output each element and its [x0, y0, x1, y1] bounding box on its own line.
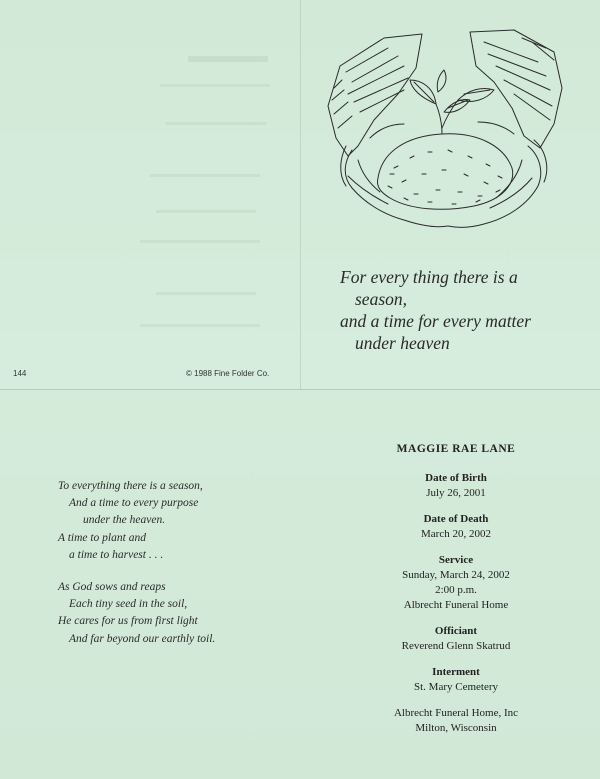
birth-date: July 26, 2001: [426, 487, 486, 499]
birth-section: [370, 471, 542, 501]
funeral-home-name: Albrecht Funeral Home, Inc: [393, 707, 518, 719]
death-date: March 20, 2002: [421, 528, 491, 540]
deceased-name: MAGGIE RAE LANE: [396, 443, 516, 455]
verse-line-3: and a time for every matter: [340, 311, 531, 331]
poem: [58, 478, 288, 648]
poem-stanza-break: [58, 564, 288, 579]
poem-line-4: A time to plant and: [58, 531, 146, 544]
service-date: Sunday, March 24, 2002: [402, 569, 510, 581]
poem-line-8: He cares for us from first light: [58, 615, 198, 628]
death-section: [370, 512, 542, 542]
verse-line-2: season,: [355, 289, 408, 309]
death-heading: Date of Death: [423, 513, 489, 525]
service-section: [370, 553, 542, 613]
outer-verse: [340, 266, 590, 354]
poem-line-5: a time to harvest . . .: [69, 548, 164, 561]
poem-line-3: under the heaven.: [83, 514, 166, 527]
poem-line-2: And a time to every purpose: [69, 497, 199, 510]
birth-heading: Date of Birth: [425, 472, 487, 484]
verse-line-4: under heaven: [355, 333, 450, 353]
service-heading: Service: [438, 554, 474, 566]
service-details: [370, 441, 542, 747]
hands-holding-seedling-icon: [318, 28, 568, 240]
poem-line-6: As God sows and reaps: [58, 580, 166, 593]
interment-place: St. Mary Cemetery: [413, 681, 498, 693]
interment-section: [370, 665, 542, 695]
officiant-section: [370, 624, 542, 654]
interment-heading: Interment: [432, 666, 480, 678]
officiant-heading: Officiant: [434, 625, 478, 637]
officiant-name: Reverend Glenn Skatrud: [401, 640, 511, 652]
service-time: 2:00 p.m.: [435, 584, 477, 596]
funeral-home-city: Milton, Wisconsin: [415, 722, 497, 734]
poem-line-1: To everything there is a season,: [58, 480, 203, 492]
poem-line-9: And far beyond our earthly toil.: [69, 632, 216, 645]
funeral-home-section: [370, 706, 542, 736]
copyright-notice: © 1988 Fine Folder Co.: [186, 369, 270, 378]
verse-line-1: For every thing there is a: [340, 267, 518, 287]
poem-line-7: Each tiny seed in the soil,: [69, 598, 188, 611]
service-place: Albrecht Funeral Home: [403, 599, 509, 611]
fold-line-vertical: [300, 0, 301, 390]
print-number: 144: [13, 369, 27, 378]
